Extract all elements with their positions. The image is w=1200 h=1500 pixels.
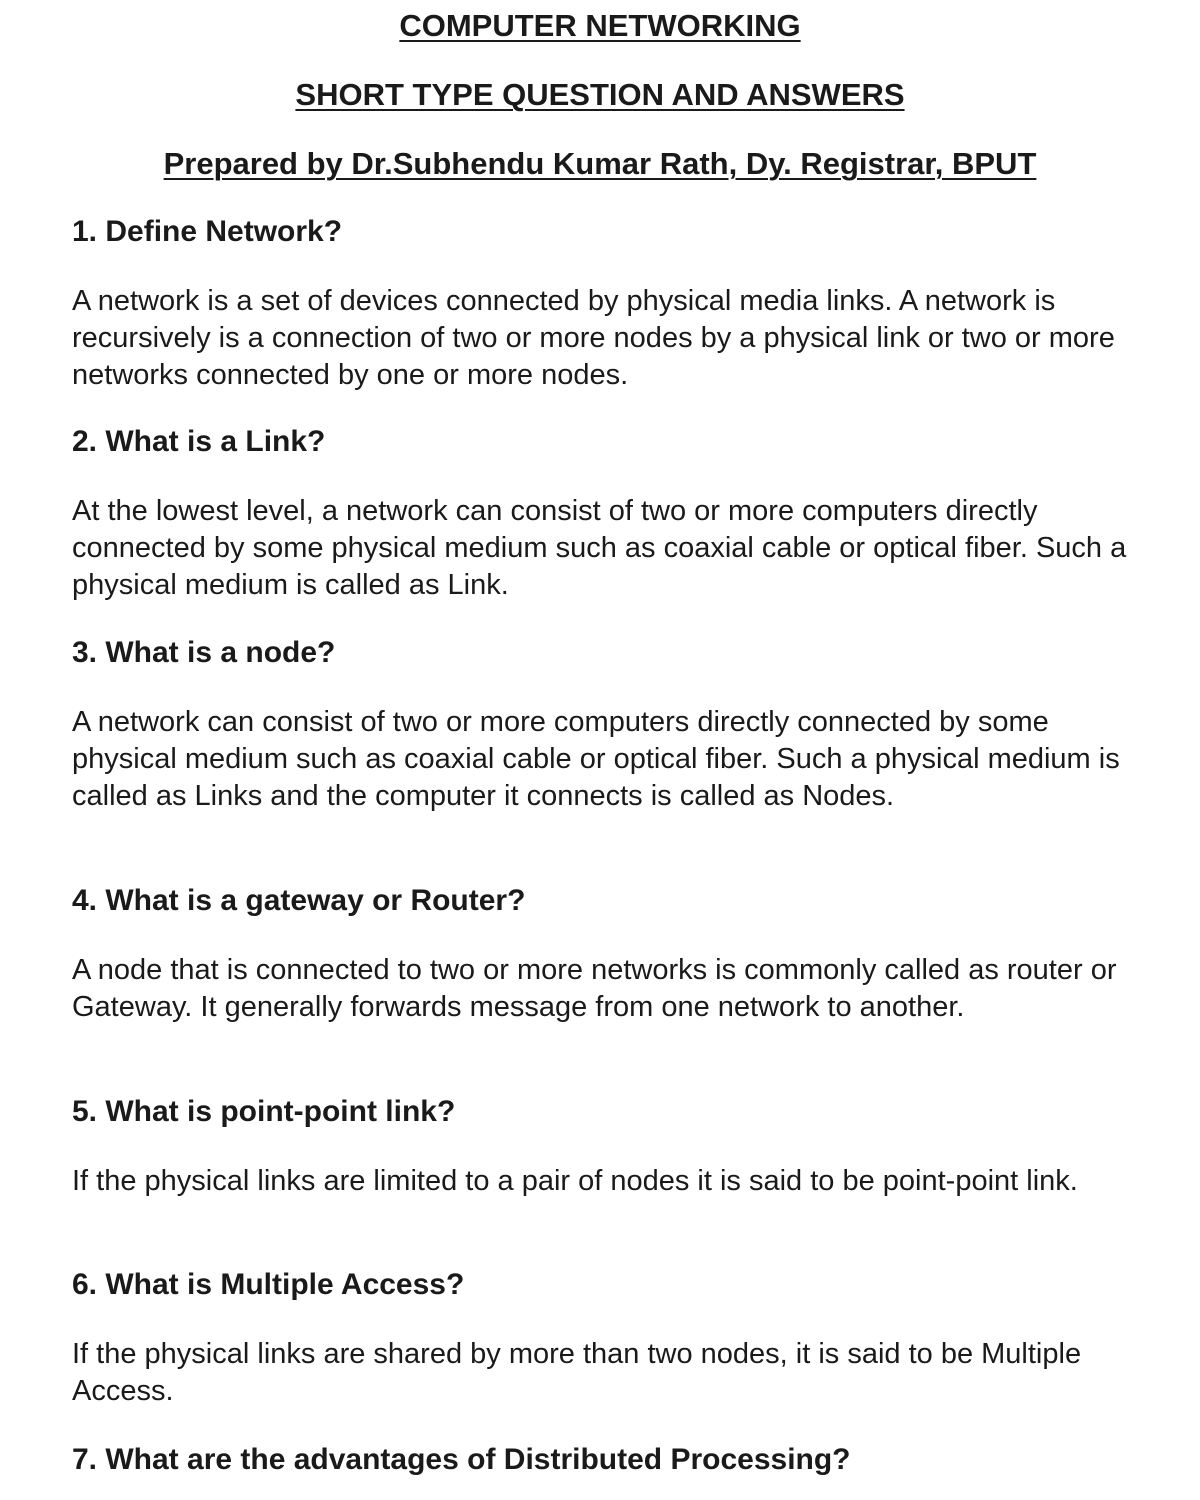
answer-6: If the physical links are shared by more than two nodes, it is said to be Multiple Access. xyxy=(72,1338,1082,1407)
question-6: 6. What is Multiple Access? xyxy=(72,1268,465,1301)
answer-3: A network can consist of two or more computers directly connected by some physical medium such as coaxial cable or optical fiber. Such a physical medium is called as Links and the computer it connects is called as Nodes. xyxy=(72,706,1120,812)
question-1: 1. Define Network? xyxy=(72,215,343,248)
qa-item-3 xyxy=(72,635,1138,815)
qa-item-2 xyxy=(72,424,1138,604)
qa-item-6 xyxy=(72,1267,1138,1410)
document-subtitle: SHORT TYPE QUESTION AND ANSWERS xyxy=(295,77,905,112)
answer-5: If the physical links are limited to a pair of nodes it is said to be point-point link. xyxy=(72,1165,1078,1197)
qa-item-5 xyxy=(72,1094,1138,1200)
question-3: 3. What is a node? xyxy=(72,636,336,669)
answer-2: At the lowest level, a network can consist of two or more computers directly connected by some physical medium such as coaxial cable or optical fiber. Such a physical medium is called as Link. xyxy=(72,495,1127,601)
answer-4: A node that is connected to two or more networks is commonly called as router or Gateway. It generally forwards message from one network to another. xyxy=(72,954,1117,1023)
qa-item-4 xyxy=(72,883,1138,1026)
question-7: 7. What are the advantages of Distributed Processing? xyxy=(72,1443,851,1476)
qa-item-7 xyxy=(72,1442,1138,1478)
question-5: 5. What is point-point link? xyxy=(72,1095,456,1128)
document-title: COMPUTER NETWORKING xyxy=(399,8,801,43)
question-2: 2. What is a Link? xyxy=(72,425,326,458)
document-author: Prepared by Dr.Subhendu Kumar Rath, Dy. Registrar, BPUT xyxy=(163,146,1037,181)
answer-1: A network is a set of devices connected by physical media links. A network is recursively is a connection of two or more nodes by a physical link or two or more networks connected by one or more nodes. xyxy=(72,285,1115,391)
qa-item-1 xyxy=(72,214,1138,394)
question-4: 4. What is a gateway or Router? xyxy=(72,884,526,917)
